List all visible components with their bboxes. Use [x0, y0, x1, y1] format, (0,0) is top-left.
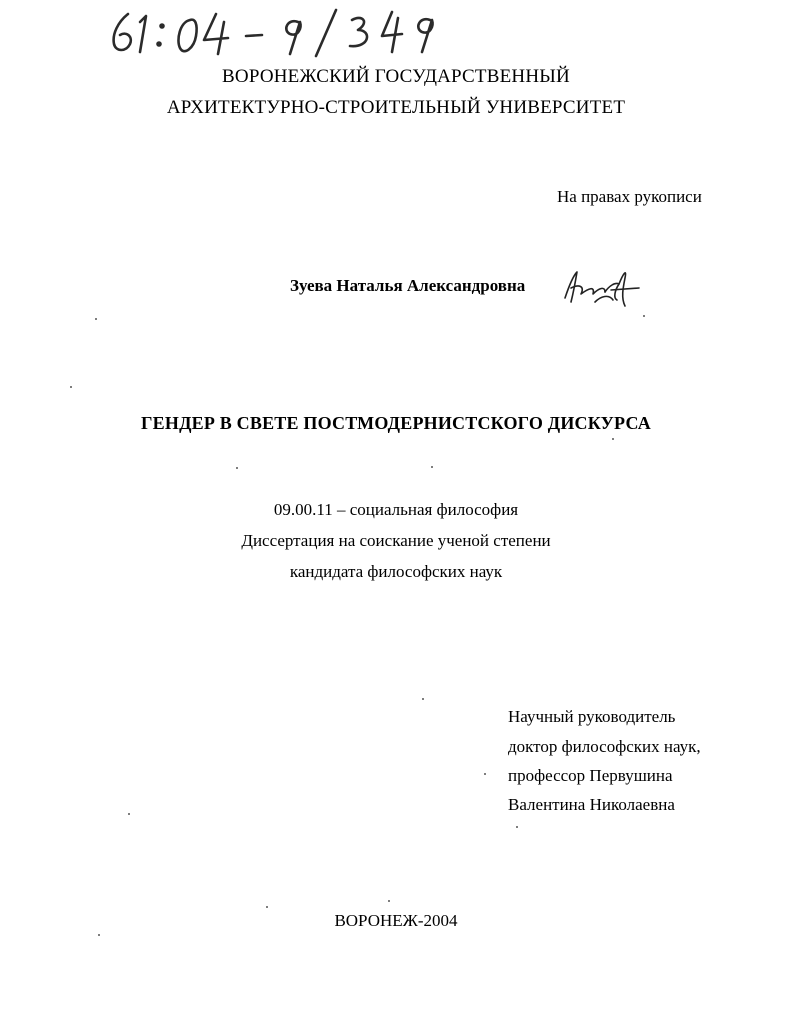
scan-speck [98, 934, 100, 936]
supervisor-title: профессор Первушина [508, 766, 673, 785]
scan-speck [484, 773, 486, 775]
thesis-title: ГЕНДЕР В СВЕТЕ ПОСТМОДЕРНИСТСКОГО ДИСКУРСА [141, 413, 651, 433]
scan-speck [95, 318, 97, 320]
university-name-line2: АРХИТЕКТУРНО-СТРОИТЕЛЬНЫЙ УНИВЕРСИТЕТ [166, 97, 626, 118]
scan-speck [422, 698, 424, 700]
thesis-specialty: 09.00.11 – социальная философия [273, 500, 519, 519]
supervisor-name: Валентина Николаевна [508, 795, 675, 814]
manuscript-rights-note: На правах рукописи [557, 187, 702, 206]
supervisor-degree: доктор философских наук, [508, 737, 701, 756]
scan-speck [612, 438, 614, 440]
scan-speck [70, 386, 72, 388]
city-and-year: ВОРОНЕЖ-2004 [334, 911, 458, 930]
catalog-number-handwritten [100, 0, 440, 62]
author-name: Зуева Наталья Александровна [290, 276, 526, 295]
scan-speck [516, 826, 518, 828]
scan-speck [128, 813, 130, 815]
scan-speck [643, 315, 645, 317]
supervisor-label: Научный руководитель [508, 707, 676, 726]
degree-sought-line1: Диссертация на соискание ученой степени [241, 531, 551, 550]
scan-speck [266, 906, 268, 908]
degree-sought-line2: кандидата философских наук [289, 562, 503, 581]
scan-speck [388, 900, 390, 902]
scan-speck [431, 466, 433, 468]
author-signature-icon [555, 258, 645, 314]
scan-speck [236, 467, 238, 469]
university-name-line1: ВОРОНЕЖСКИЙ ГОСУДАРСТВЕННЫЙ [222, 66, 570, 87]
